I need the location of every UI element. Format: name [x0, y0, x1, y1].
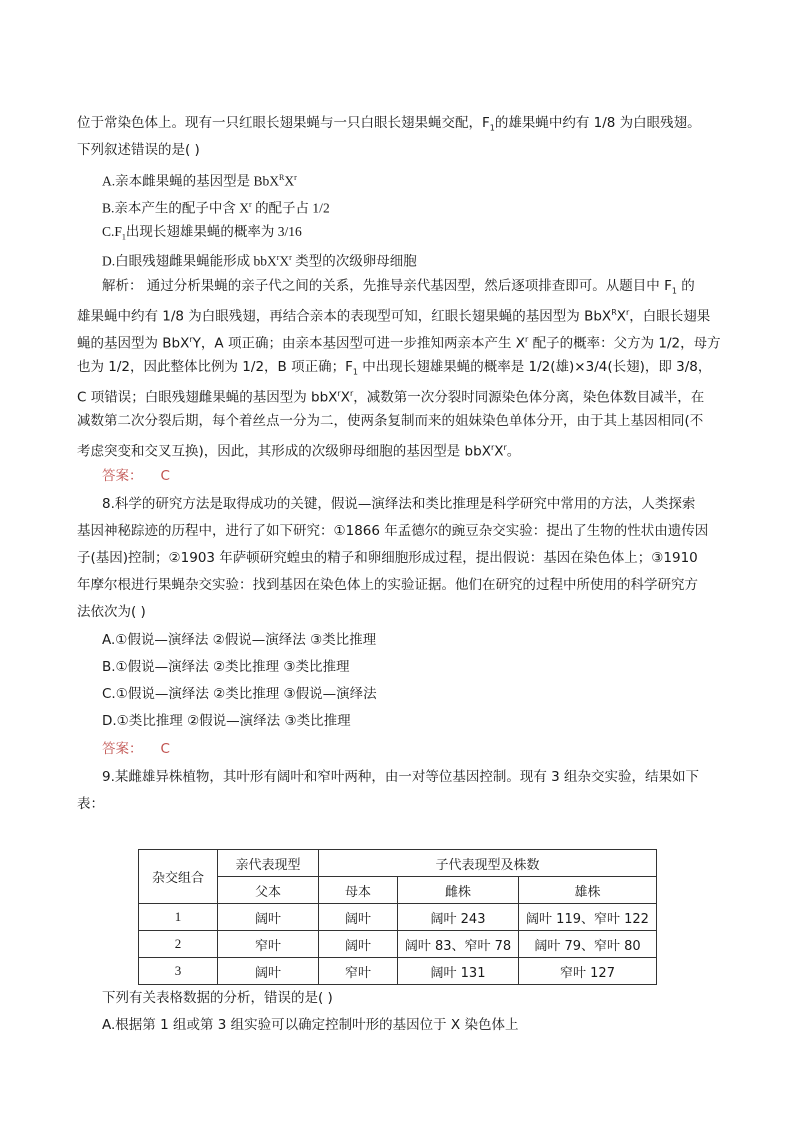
subscript: 1 [121, 232, 126, 242]
superscript: r [294, 173, 297, 182]
text: ，减数第一次分裂时同源染色体分离，染色体数目减半，在 [353, 389, 705, 406]
text: X [284, 173, 295, 189]
header-offspring: 子代表现型及株数 [319, 850, 657, 877]
text: D.白眼残翅雌果蝇能形成 bbX [102, 253, 277, 269]
cell-male: 阔叶 119、窄叶 122 [519, 904, 657, 931]
cell-group: 2 [139, 931, 218, 958]
text: 蝇的基因型为 BbX [77, 335, 190, 352]
header-male: 雄株 [519, 877, 657, 904]
text: A.亲本雌果蝇的基因型是 BbX [102, 173, 280, 189]
superscript: r [276, 253, 280, 262]
q8-option-c: C.①假说—演绎法 ②类比推理 ③假说—演绎法 [102, 686, 377, 702]
superscript: R [279, 173, 285, 182]
superscript: r [189, 335, 193, 344]
table-header-row [139, 850, 657, 877]
cell-female: 阔叶 243 [398, 904, 519, 931]
header-father: 父本 [218, 877, 319, 904]
table-row [139, 931, 657, 958]
subscript: 1 [671, 286, 677, 296]
explanation-line2 [77, 303, 710, 327]
q7-stem-line1 [77, 113, 701, 139]
text: X [279, 253, 290, 269]
text: C.F [102, 224, 122, 239]
text: X [616, 308, 626, 325]
q9-line2: 表： [77, 796, 104, 812]
text: 的 [676, 278, 695, 294]
table-row [139, 958, 657, 985]
cell-mother: 窄叶 [319, 958, 398, 985]
q8-option-d: D.①类比推理 ②假说—演绎法 ③类比推理 [102, 713, 351, 729]
text: 也为 1/2，因此整体比例为 1/2，B 项正确；F [77, 359, 353, 375]
explanation-line4 [77, 357, 711, 383]
explanation-line6: 减数第二次分裂后期，每个着丝点一分为二，使两条复制而来的姐妹染色单体分开，由于其上基因相同(不 [77, 413, 704, 429]
superscript: r [490, 443, 495, 452]
cross-results-table [138, 849, 657, 985]
q8-line3: 子(基因)控制；②1903 年萨顿研究蝗虫的精子和卵细胞形成过程，提出假说：基因在染色体上；③1910 [77, 550, 698, 566]
q7-stem-line2: 下列叙述错误的是( ) [77, 142, 200, 158]
text: 解析： 通过分析果蝇的亲子代之间的关系，先推导亲代基因型，然后逐项排查即可。从题目中 F [102, 278, 672, 294]
text: 的配子占 1/2 [251, 200, 330, 216]
q7-option-c [102, 222, 302, 248]
q8-line2: 基因神秘踪迹的历程中，进行了如下研究：①1866 年孟德尔的豌豆杂交实验：提出了生物的性状由遗传因 [77, 523, 709, 539]
answer-value: C [160, 741, 170, 757]
text: B.亲本产生的配子中含 X [102, 200, 250, 216]
answer-value: C [160, 468, 170, 484]
cell-mother: 阔叶 [319, 931, 398, 958]
text: Y，A 项正确；由亲本基因型可进一步推知两亲本产生 X [192, 335, 525, 352]
text: 中出现长翅雄果蝇的概率是 1/2(雄)×3/4(长翅)，即 3/8， [357, 359, 712, 375]
explanation-line1 [102, 276, 695, 302]
text: X [340, 389, 350, 406]
cell-female: 阔叶 131 [398, 958, 519, 985]
superscript: r [503, 443, 507, 452]
cell-mother: 阔叶 [319, 904, 398, 931]
text: 出现长翅雄果蝇的概率为 3/16 [125, 224, 302, 239]
answer-8 [102, 739, 170, 759]
superscript: r [249, 200, 252, 209]
cell-father: 窄叶 [218, 931, 319, 958]
header-group: 杂交组合 [139, 850, 218, 904]
q9-line1: 9.某雌雄异株植物，其叶形有阔叶和窄叶两种，由一对等位基因控制。现有 3 组杂交实验，结果如下 [102, 769, 700, 785]
superscript: r [289, 253, 292, 262]
text: C 项错误；白眼残翅雌果蝇的基因型为 bbX [77, 389, 338, 406]
superscript: r [626, 308, 630, 317]
answer-label: 答案： [102, 741, 143, 757]
text: 配子的概率：父方为 1/2，母方 [528, 335, 721, 352]
q8-line5: 法依次为( ) [77, 604, 146, 620]
cell-group: 1 [139, 904, 218, 931]
cell-female: 阔叶 83、窄叶 78 [398, 931, 519, 958]
explanation-line5 [77, 384, 704, 408]
answer-label: 答案： [102, 468, 143, 484]
cell-male: 窄叶 127 [519, 958, 657, 985]
q8-line4: 年摩尔根进行果蝇杂交实验：找到基因在染色体上的实验证据。他们在研究的过程中所使用的科学研究方 [77, 577, 698, 593]
table-row [139, 904, 657, 931]
text: 考虑突变和交叉互换)，因此，其形成的次级卵母细胞的基因型是 bbX [77, 443, 491, 460]
subscript: 1 [489, 123, 495, 133]
header-parent: 亲代表现型 [218, 850, 319, 877]
header-female: 雌株 [398, 877, 519, 904]
q7-option-b [102, 195, 330, 219]
explanation-line3 [77, 330, 721, 354]
subscript: 1 [352, 367, 358, 377]
text: 。 [506, 443, 521, 460]
superscript: r [349, 389, 354, 398]
explanation-line7 [77, 438, 520, 462]
text: 的雄果蝇中约有 1/8 为白眼残翅。 [494, 115, 701, 131]
text: 位于常染色体上。现有一只红眼长翅果蝇与一只白眼长翅果蝇交配，F [77, 115, 490, 131]
q8-option-b: B.①假说—演绎法 ②类比推理 ③类比推理 [102, 659, 350, 675]
header-mother: 母本 [319, 877, 398, 904]
q8-option-a: A.①假说—演绎法 ②假说—演绎法 ③类比推理 [102, 632, 377, 648]
text: ，白眼长翅果 [629, 308, 711, 325]
q9-question-line: 下列有关表格数据的分析，错误的是( ) [102, 990, 333, 1006]
superscript: r [337, 389, 341, 398]
cell-group: 3 [139, 958, 218, 985]
answer-7 [102, 466, 170, 486]
cell-father: 阔叶 [218, 904, 319, 931]
text: X [494, 443, 504, 460]
cell-male: 阔叶 79、窄叶 80 [519, 931, 657, 958]
superscript: r [524, 335, 529, 344]
q8-line1: 8.科学的研究方法是取得成功的关键，假说—演绎法和类比推理是科学研究中常用的方法，人类探索 [102, 496, 696, 512]
superscript: R [611, 308, 617, 317]
q9-option-a: A.根据第 1 组或第 3 组实验可以确定控制叶形的基因位于 X 染色体上 [102, 1017, 519, 1033]
q7-option-d [102, 248, 417, 272]
text: 雄果蝇中约有 1/8 为白眼残翅，再结合亲本的表现型可知，红眼长翅果蝇的基因型为 BbX [77, 308, 612, 325]
cell-father: 阔叶 [218, 958, 319, 985]
text: 类型的次级卵母细胞 [291, 253, 417, 269]
q7-option-a [102, 168, 297, 192]
